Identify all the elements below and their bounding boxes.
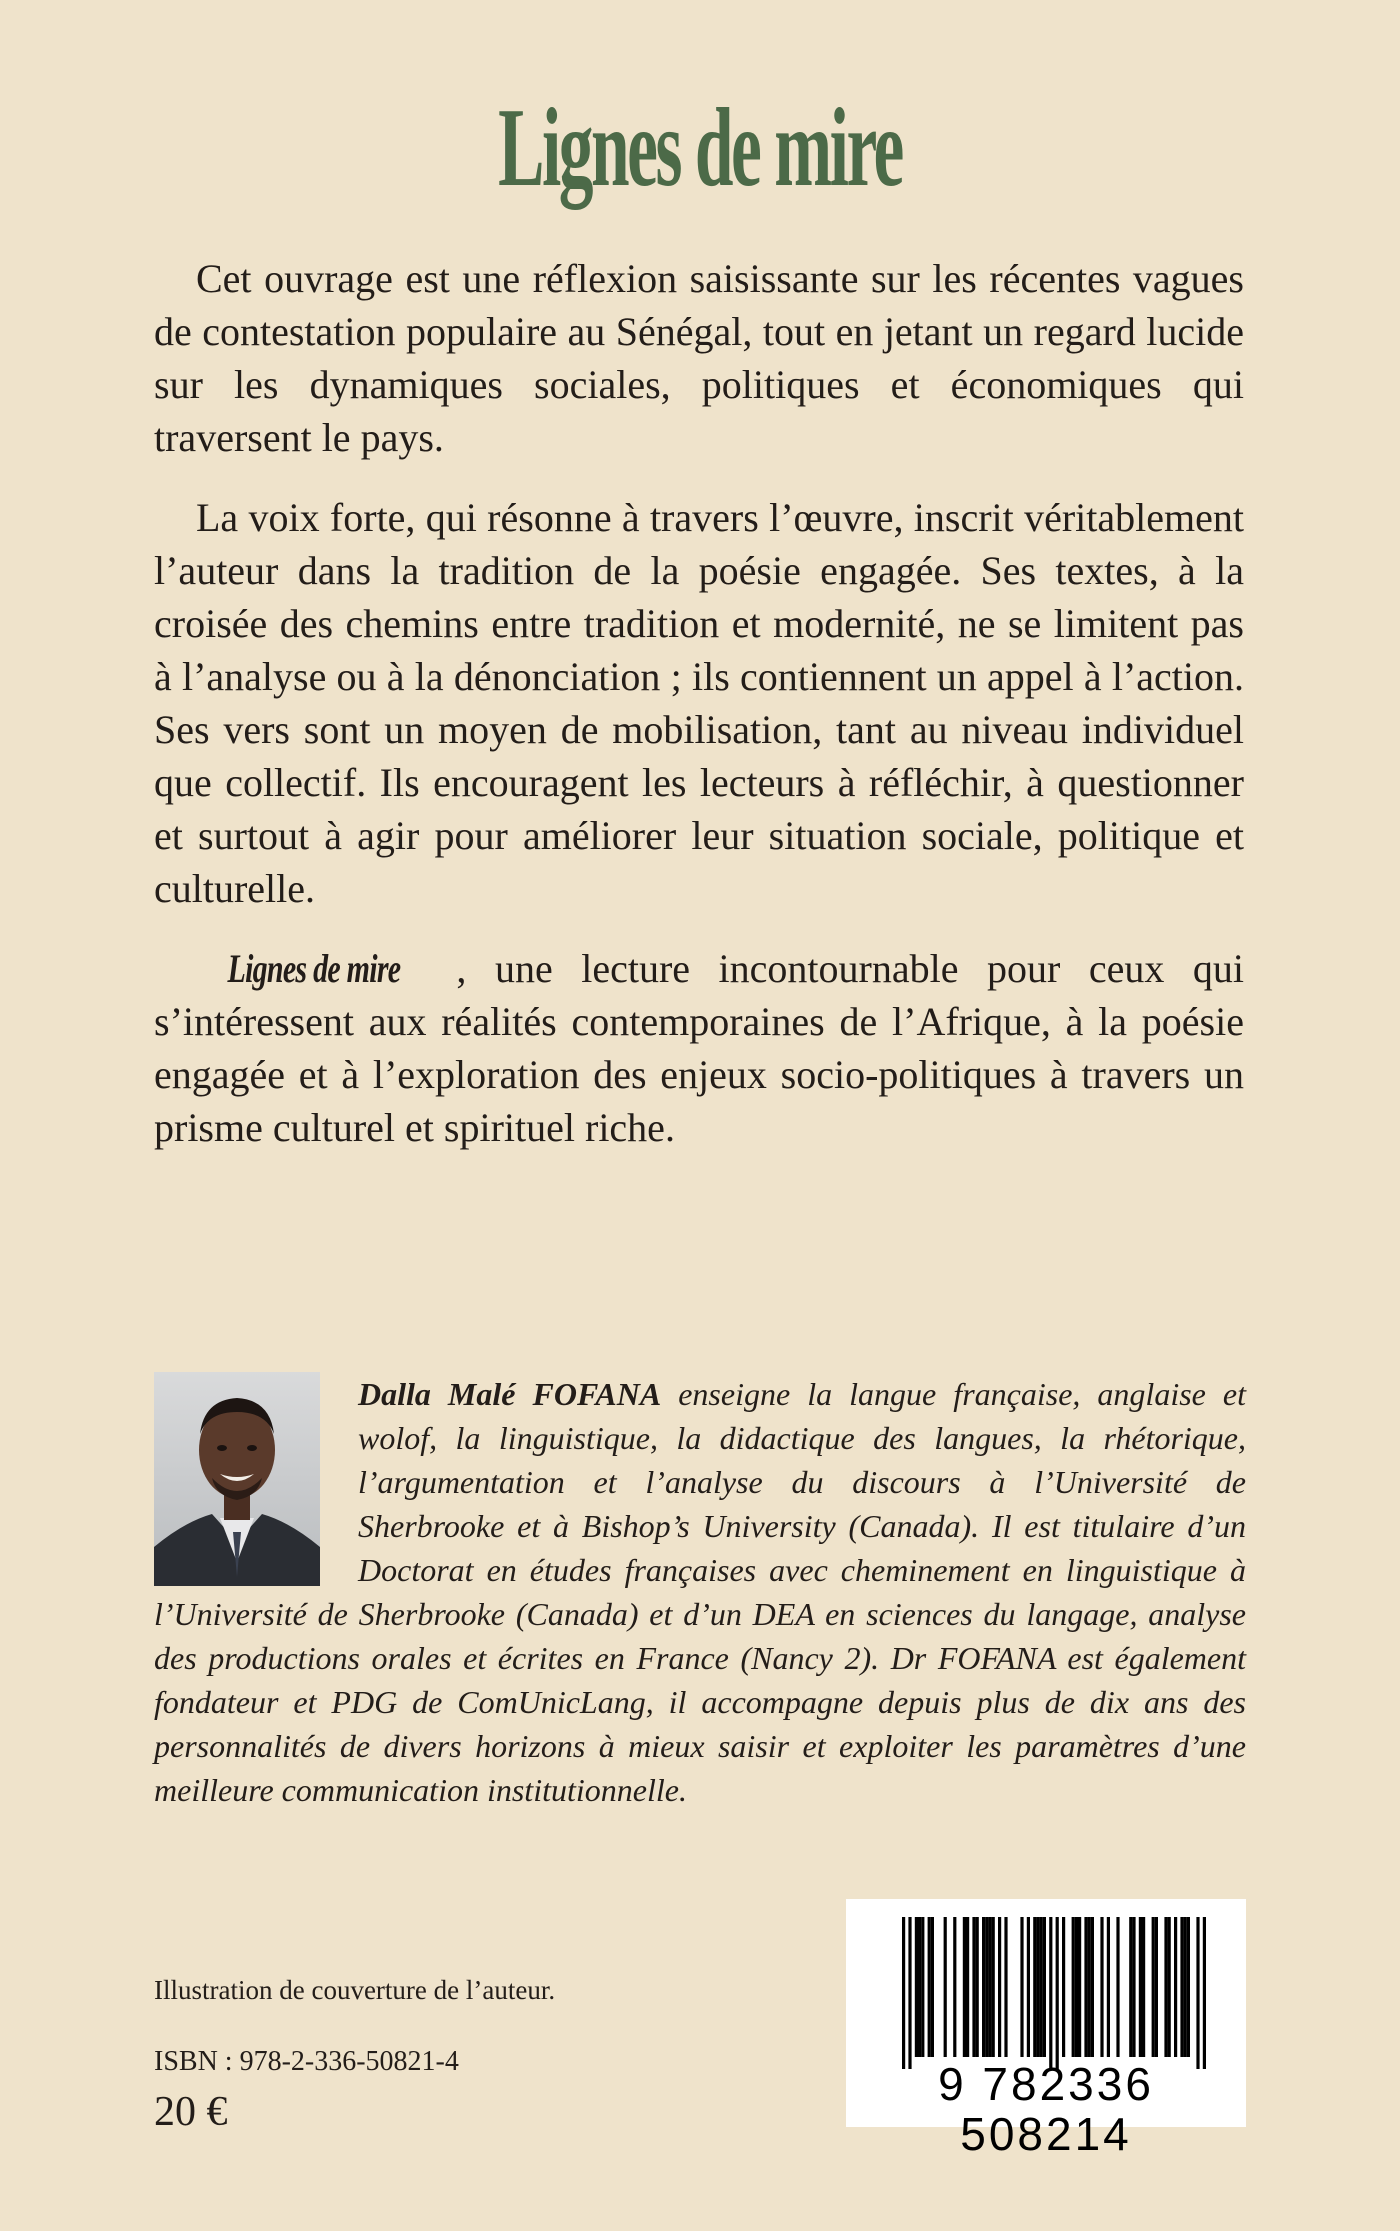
author-biography (154, 1372, 1246, 1812)
barcode-bar (963, 1917, 966, 2057)
barcode-bar (985, 1917, 988, 2057)
barcode-bar (1180, 1917, 1183, 2057)
barcode-bar (1091, 1917, 1094, 2057)
barcode-bar (928, 1917, 931, 2057)
illustration-credit: Illustration de couverture de l’auteur. (154, 1975, 556, 2005)
barcode-bar (1187, 1917, 1190, 2057)
barcode-bar (998, 1917, 1001, 2057)
barcode-bar (908, 1917, 911, 2069)
summary-inline-title: Lignes de mire (227, 946, 401, 991)
barcode-bar (1075, 1917, 1078, 2057)
barcode-bar (1155, 1917, 1158, 2057)
barcode-bar (915, 1917, 918, 2057)
barcode-bar (1062, 1917, 1065, 2057)
summary-paragraph-3-text: , une lecture incontournable pour ceux qui s’intéressent aux réalités contemporaines de l’Afrique, à la poésie engagée et à l’exploration des enjeux socio-politiques à travers un prisme culturel et spirituel riche. (154, 946, 1244, 1150)
barcode-bar (988, 1917, 991, 2057)
barcode-bar (1033, 1917, 1036, 2057)
barcode-bar (1203, 1917, 1206, 2069)
barcode-bar (1139, 1917, 1142, 2057)
summary-paragraph-2: La voix forte, qui résonne à travers l’œuvre, inscrit véritablement l’auteur dans la tradition de la poésie engagée. Ses textes, à la croisée des chemins entre tradition et modernité, ne se limitent pas à l’analyse ou à la dénonciation ; ils contiennent un appel à l’action. Ses vers sont un moyen de mobilisation, tant au niveau individuel que collectif. Ils encouragent les lecteurs à réfléchir, à questionner et surtout à agir pour améliorer leur situation sociale, politique et culturelle. (154, 495, 1244, 911)
barcode-bar (921, 1917, 924, 2057)
barcode-bar (976, 1917, 979, 2057)
barcode-bar (966, 1917, 969, 2057)
book-summary (154, 252, 1244, 1181)
barcode-bar (1020, 1917, 1023, 2057)
barcode-bar (1152, 1917, 1155, 2057)
barcode-bar (902, 1917, 905, 2069)
barcode-bar (1142, 1917, 1145, 2057)
barcode-bar (1184, 1917, 1187, 2057)
barcode-bar (1056, 1917, 1059, 2069)
barcode-bar (1129, 1917, 1132, 2057)
barcode-bar (1168, 1917, 1171, 2057)
barcode (846, 1899, 1246, 2160)
barcode-bar (1196, 1917, 1199, 2069)
barcode-bar (1174, 1917, 1177, 2057)
summary-paragraph-1: Cet ouvrage est une réflexion saisissante sur les récentes vagues de contestation populaire au Sénégal, tout en jetant un regard lucide sur les dynamiques sociales, politiques et économiques qui traversent le pays. (154, 256, 1244, 460)
barcode-bar (1088, 1917, 1091, 2057)
barcode-bar (1107, 1917, 1110, 2057)
barcode-bar (953, 1917, 956, 2057)
barcode-bar (1027, 1917, 1030, 2057)
isbn: ISBN : 978-2-336-50821-4 (154, 2046, 459, 2077)
barcode-bar (1132, 1917, 1135, 2057)
barcode-bar (1100, 1917, 1103, 2057)
barcode-bar (944, 1917, 947, 2057)
barcode-bar (1072, 1917, 1075, 2057)
barcode-bar (992, 1917, 995, 2057)
barcode-bar (1049, 1917, 1052, 2069)
barcode-bar (1043, 1917, 1046, 2057)
barcode-bar (1084, 1917, 1087, 2057)
summary-paragraph-3 (154, 942, 1244, 1154)
barcode-bar (931, 1917, 934, 2057)
barcode-bar (918, 1917, 921, 2057)
price: 20 € (154, 2089, 228, 2135)
barcode-digits: 9 782336 508214 (938, 2058, 1154, 2160)
book-title: Lignes de mire (498, 86, 902, 210)
barcode-bar (982, 1917, 985, 2057)
author-photo (154, 1372, 320, 1586)
author-name: Dalla Malé FOFANA (358, 1376, 662, 1412)
barcode-bar (1116, 1917, 1119, 2057)
barcode-bar (1040, 1917, 1043, 2057)
author-bio-text: enseigne la langue française, anglaise et wolof, la linguistique, la didactique des langues, la rhétorique, l’argumentation et l’analyse du discours à l’Université de Sherbrooke et à Bishop’s University (Canada). Il est titulaire d’un Doctorat en études françaises avec cheminement en linguistique à l’Université de Sherbrooke (Canada) et d’un DEA en sciences du langage, analyse des productions orales et écrites en France (Nancy 2). Dr FOFANA est également fondateur et PDG de ComUnicLang, il accompagne depuis plus de dix ans des personnalités de divers horizons à mieux saisir et exploiter les paramètres d’une meilleure communication institutionnelle. (154, 1376, 1247, 1808)
barcode-bar (1164, 1917, 1167, 2057)
barcode-bar (972, 1917, 975, 2057)
barcode-bar (1078, 1917, 1081, 2057)
barcode-bar (1036, 1917, 1039, 2057)
barcode-bar (1004, 1917, 1007, 2057)
